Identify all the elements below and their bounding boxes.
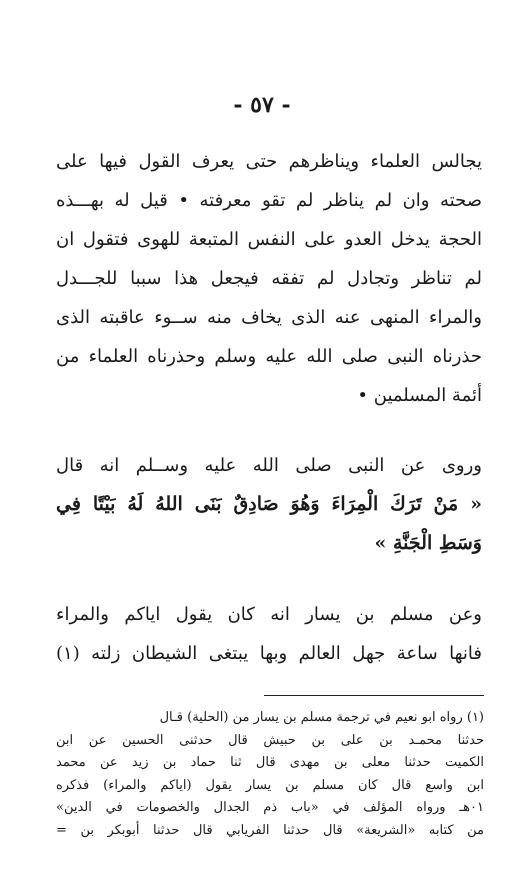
- footnote-line: من كتابه «الشريعة» قال حدثنا الفريابي قال حدثنا أبوبكر بن =: [56, 822, 484, 838]
- footnote-line: الكميت حدثنا معلى بن مهدى قال ثنا حماد بن زيد عن محمد: [56, 755, 484, 770]
- text-line: حذرناه النبى صلى الله عليه وسلم وحذرناه العلماء من: [56, 346, 482, 367]
- text-line: وروى عن النبى صلى الله عليه وســلم انه قال: [56, 455, 482, 476]
- text-line: يجالس العلماء ويناظرهم حتى يعرف القول فيها على: [56, 151, 482, 172]
- text-line: الحجة يدخل العدو على النفس المتبعة للهوى فتقول ان: [56, 229, 482, 250]
- paragraph-1: [56, 142, 482, 415]
- text-line: والمراء المنهى عنه الذى يخاف منه ســوء عاقبته الذى: [56, 307, 482, 328]
- text-line: فانها ساعة جهل العالم وبها يبتغى الشيطان زلته (١): [56, 643, 482, 664]
- text-line: لم تناظر وتجادل لم تفقه فيجعل هذا سببا للجـــدل: [56, 268, 482, 289]
- footnotes: [56, 707, 484, 842]
- page-number: - ٥٧ -: [233, 92, 291, 118]
- paragraph-2-hadith: [56, 446, 482, 563]
- hadith-quote-line: وَسَطِ الْجَنَّةِ »: [374, 532, 482, 554]
- text-line: صحته وان لم يناظر لم تقو معرفته • قيل له بهـــذه: [56, 190, 482, 211]
- footnote-line: (١) رواه ابو نعيم في ترجمة مسلم بن يسار من (الحلية) قـال: [159, 710, 484, 725]
- footnote-divider: [264, 695, 484, 696]
- footnote-line: ابن واسع قال كان مسلم بن يسار يقول (اياكم والمراء) فذكره: [56, 777, 484, 793]
- text-line: أئمة المسلمين •: [357, 385, 482, 406]
- footnote-line: ٠١هـ ورواه المؤلف في «باب ذم الجدال والخصومات في الدين»: [56, 800, 484, 815]
- footnote-line: حدثنا محمـد بن على بن حبيش قال حدثنى الحسين عن ابن: [56, 732, 484, 748]
- text-line: وعن مسلم بن يسار انه كان يقول اياكم والمراء: [56, 604, 482, 625]
- paragraph-3: [56, 595, 482, 673]
- hadith-quote-line: « مَنْ تَرَكَ الْمِرَاءَ وَهُوَ صَادِقٌ بَنَى اللهُ لَهُ بَيْتًا فِي: [56, 493, 482, 515]
